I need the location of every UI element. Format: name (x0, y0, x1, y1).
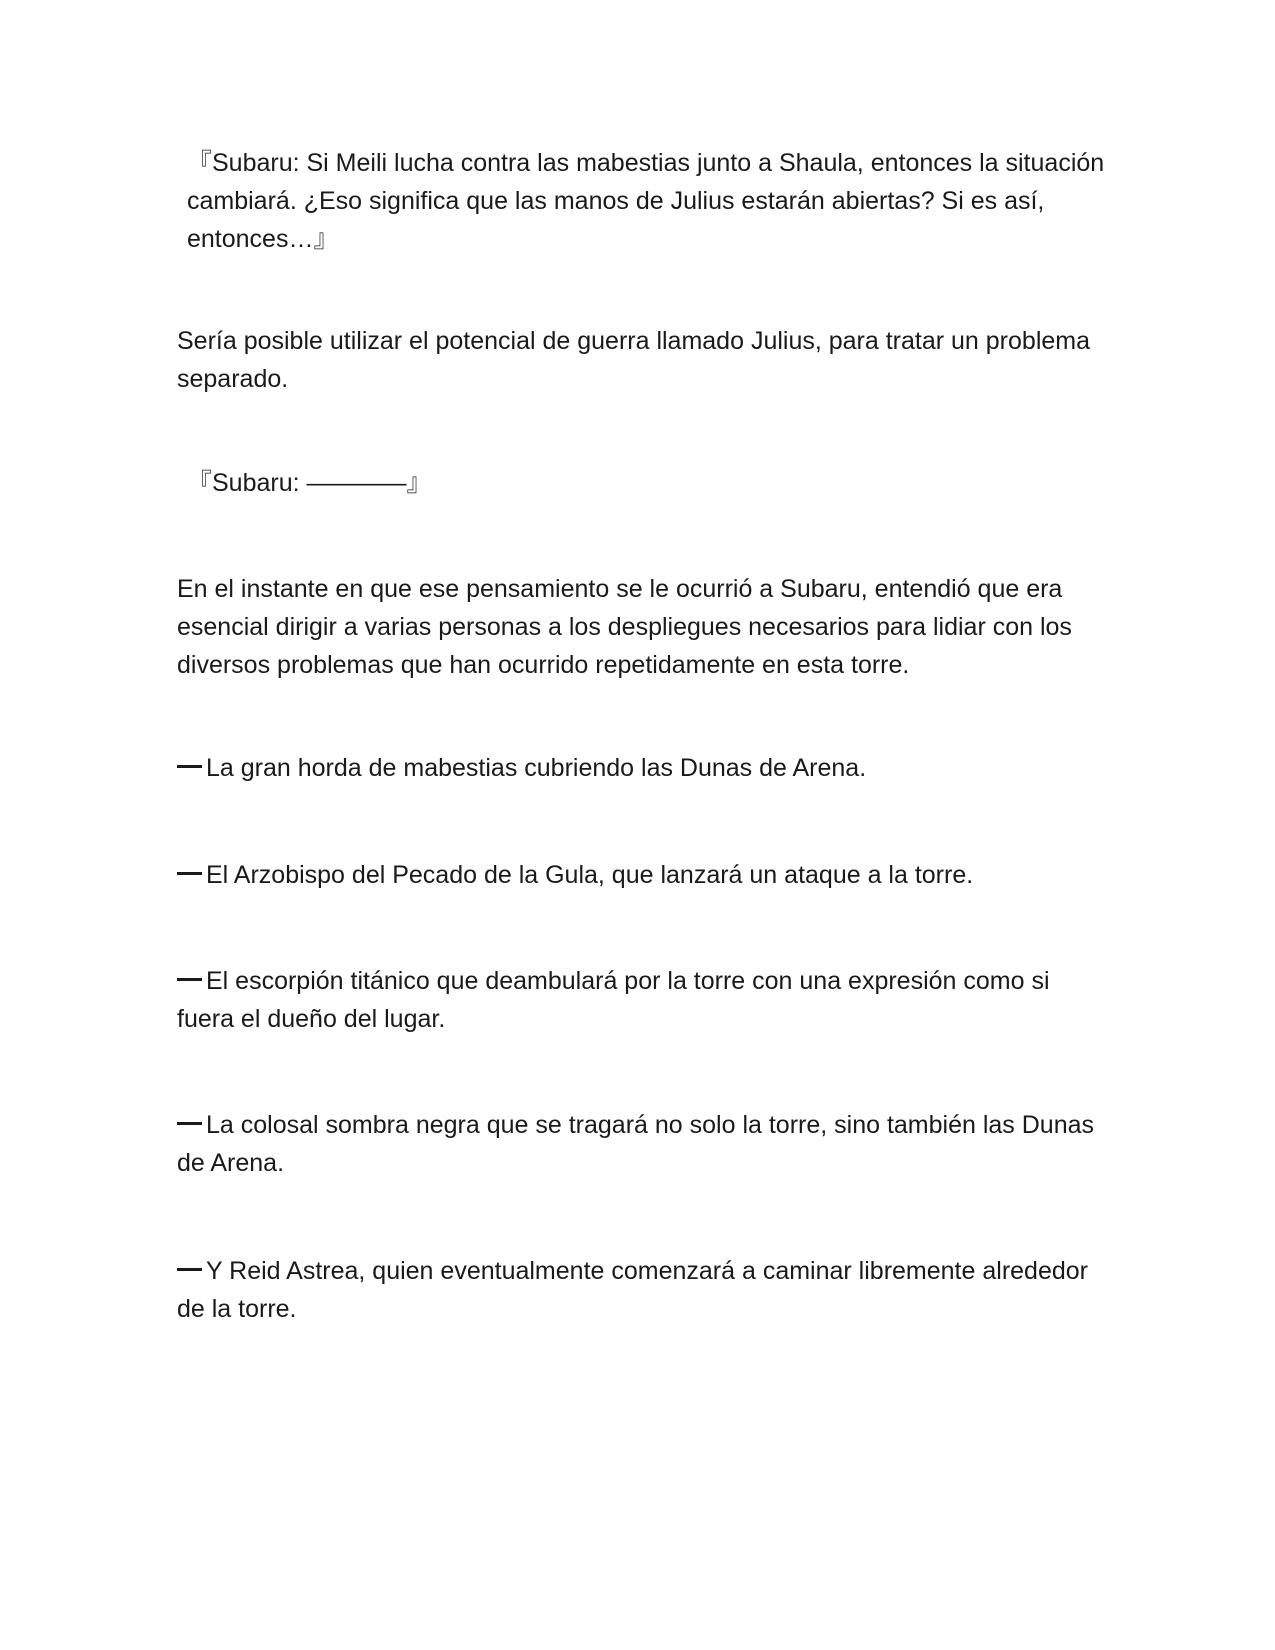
paragraph-text: 『Subaru: ————』 (187, 469, 432, 497)
list-item-threat (177, 749, 1107, 787)
em-dash-mark (177, 978, 202, 981)
paragraph-text: Sería posible utilizar el potencial de guerra llamado Julius, para tratar un problema separado. (177, 327, 1091, 393)
em-dash-mark (177, 1268, 202, 1271)
paragraph-text: El escorpión titánico que deambulará por la torre con una expresión como si fuera el dueño del lugar. (177, 967, 1050, 1033)
paragraph-text: La colosal sombra negra que se tragará no solo la torre, sino también las Dunas de Arena. (177, 1111, 1095, 1177)
paragraph-text: Y Reid Astrea, quien eventualmente comenzará a caminar libremente alrededor de la torre. (177, 1257, 1088, 1323)
em-dash-mark (177, 872, 202, 875)
list-item-threat (177, 1252, 1107, 1328)
list-item-threat (177, 856, 1107, 894)
list-item-threat (177, 962, 1107, 1038)
list-item-threat (177, 1106, 1107, 1182)
paragraph-text: El Arzobispo del Pecado de la Gula, que lanzará un ataque a la torre. (206, 861, 974, 889)
paragraph-text: 『Subaru: Si Meili lucha contra las mabestias junto a Shaula, entonces la situación cambiará. ¿Eso significa que las manos de Julius estarán abiertas? Si es así, entonces…』 (187, 149, 1105, 253)
dialogue-subaru-1 (187, 144, 1117, 258)
em-dash-mark (177, 1122, 202, 1125)
narration-paragraph (177, 570, 1107, 684)
em-dash-mark (177, 765, 202, 768)
dialogue-subaru-2 (187, 464, 1117, 502)
paragraph-text: La gran horda de mabestias cubriendo las Dunas de Arena. (206, 754, 867, 782)
narration-paragraph (177, 322, 1107, 398)
paragraph-text: En el instante en que ese pensamiento se le ocurrió a Subaru, entendió que era esencial dirigir a varias personas a los despliegues necesarios para lidiar con los diversos problemas que han ocurrido repetidamente en esta torre. (177, 575, 1072, 679)
